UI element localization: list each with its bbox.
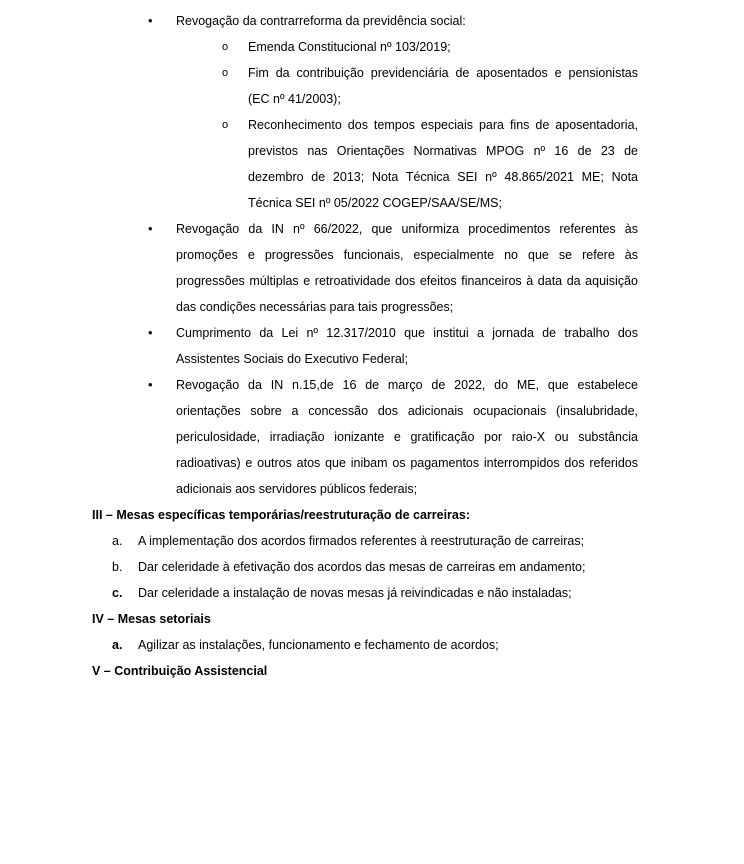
bullet-item [148, 8, 638, 34]
list-item-text: Agilizar as instalações, funcionamento e fechamento de acordos; [138, 638, 499, 652]
list-item [112, 632, 638, 658]
list-item-text: Reconhecimento dos tempos especiais para fins de aposentadoria, previstos nas Orientações Normativas MPOG nº 16 de 23 de dezembro de 2013; Nota Técnica SEI nº 48.865/2021 ME; Nota Técnica SEI nº 05/2022 COGEP/SAA/SE/MS; [248, 118, 638, 210]
bullet-item [222, 112, 638, 216]
list-item-text: Dar celeridade à efetivação dos acordos das mesas de carreiras em andamento; [138, 560, 586, 574]
list-item [112, 554, 638, 580]
bullet-item [148, 320, 638, 372]
list-item [112, 528, 638, 554]
list-marker: b. [112, 560, 123, 574]
list-marker: a. [112, 638, 123, 652]
list-item [112, 580, 638, 606]
list-item-text: Dar celeridade a instalação de novas mesas já reivindicadas e não instaladas; [138, 586, 572, 600]
list-item-text: Cumprimento da Lei nº 12.317/2010 que institui a jornada de trabalho dos Assistentes Sociais do Executivo Federal; [176, 326, 638, 366]
bullet-item [222, 34, 638, 60]
section-heading: IV – Mesas setoriais [92, 612, 211, 626]
bullet-marker-icon: • [148, 13, 153, 28]
list-marker: a. [112, 534, 123, 548]
list-marker: c. [112, 586, 123, 600]
bullet-item [148, 372, 638, 502]
list-item-text: A implementação dos acordos firmados referentes à reestruturação de carreiras; [138, 534, 585, 548]
list-item-text: Revogação da IN n.15,de 16 de março de 2022, do ME, que estabelece orientações sobre a concessão dos adicionais ocupacionais (insalubridade, periculosidade, irradiação ionizante e gratificação por raio-X ou substância radioativas) e outros atos que inibam os pagamentos interrompidos dos referidos adicionais aos servidores públicos federais; [176, 378, 638, 496]
bullet-item [148, 216, 638, 320]
bullet-marker-icon: • [148, 221, 153, 236]
section-heading: III – Mesas específicas temporárias/reestruturação de carreiras: [92, 508, 470, 522]
section-heading: V – Contribuição Assistencial [92, 664, 268, 678]
bullet-item [222, 60, 638, 112]
list-item-text: Emenda Constitucional nº 103/2019; [248, 40, 451, 54]
document-body [92, 8, 638, 684]
list-item-text: Revogação da IN nº 66/2022, que uniformiza procedimentos referentes às promoções e progressões funcionais, especialmente no que se refere às progressões múltiplas e retroatividade dos efeitos financeiros à data da aquisição das condições necessárias para tais progressões; [176, 222, 638, 314]
bullet-marker-icon: • [148, 325, 153, 340]
bullet-marker-icon: o [222, 67, 229, 79]
bullet-marker-icon: o [222, 41, 229, 53]
bullet-marker-icon: o [222, 119, 229, 131]
bullet-marker-icon: • [148, 377, 153, 392]
list-item-text: Fim da contribuição previdenciária de aposentados e pensionistas (EC nº 41/2003); [248, 66, 638, 106]
list-item-text: Revogação da contrarreforma da previdência social: [176, 14, 466, 28]
